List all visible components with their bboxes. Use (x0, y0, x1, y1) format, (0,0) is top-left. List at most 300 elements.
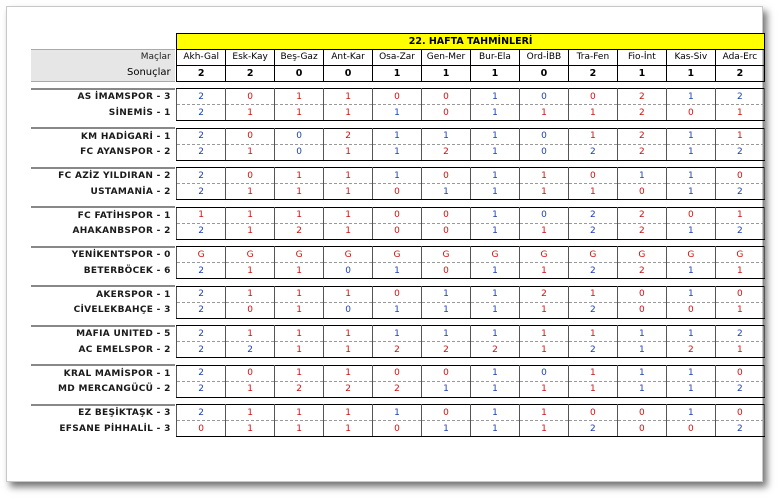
pick-cell[interactable]: 0 (715, 405, 764, 421)
result-cell[interactable]: 1 (470, 65, 519, 81)
team-row (31, 421, 765, 437)
pick-cell[interactable]: 1 (568, 184, 617, 200)
result-cell[interactable]: 1 (617, 65, 666, 81)
pick-cell[interactable]: 1 (666, 286, 715, 302)
pick-cell[interactable]: 1 (470, 326, 519, 342)
pick-cell[interactable]: 1 (715, 105, 764, 121)
result-cell[interactable]: 1 (373, 65, 422, 81)
pair-spacer (31, 397, 765, 405)
pick-cell[interactable]: 1 (617, 326, 666, 342)
pick-cell[interactable]: 0 (617, 405, 666, 421)
spacer-cell (31, 160, 765, 168)
pick-cell[interactable]: 2 (568, 421, 617, 437)
pick-cell[interactable]: 0 (373, 421, 422, 437)
team-label: FC AYANSPOR - 2 (80, 147, 171, 157)
pick-cell[interactable]: 1 (324, 326, 373, 342)
team-label: AS İMAMSPOR - 3 (31, 89, 175, 105)
pick-cell[interactable]: 1 (617, 365, 666, 381)
pick-cell[interactable]: 2 (666, 342, 715, 358)
pick-cell[interactable]: G (373, 247, 422, 263)
pick-cell[interactable]: 2 (177, 223, 226, 239)
pick-cell[interactable]: 2 (177, 105, 226, 121)
team-row (31, 365, 765, 381)
pick-cell[interactable]: 2 (422, 342, 471, 358)
match-header: Bur-Ela (470, 49, 519, 65)
pick-cell[interactable]: 2 (617, 89, 666, 105)
pick-cell[interactable]: 1 (715, 263, 764, 279)
match-header: Ant-Kar (324, 49, 373, 65)
pick-cell[interactable]: 1 (470, 405, 519, 421)
pick-cell[interactable]: 1 (275, 342, 324, 358)
pick-cell[interactable]: 2 (373, 342, 422, 358)
match-header: Ada-Erc (715, 49, 764, 65)
pick-cell[interactable]: 1 (666, 365, 715, 381)
pick-cell[interactable]: 0 (422, 263, 471, 279)
pick-cell[interactable]: 1 (666, 263, 715, 279)
pick-cell[interactable]: G (568, 247, 617, 263)
pick-cell[interactable]: 0 (275, 144, 324, 160)
pick-cell[interactable]: 0 (422, 168, 471, 184)
pick-cell[interactable]: 0 (177, 421, 226, 437)
pick-cell[interactable]: 1 (568, 128, 617, 144)
match-header: Esk-Kay (226, 49, 275, 65)
pick-cell[interactable]: 1 (324, 144, 373, 160)
pick-cell[interactable]: 1 (422, 184, 471, 200)
team-label: KM HADİGARİ - 1 (31, 128, 175, 144)
pick-cell[interactable]: 1 (470, 263, 519, 279)
pick-cell[interactable]: G (422, 247, 471, 263)
pick-cell[interactable]: 2 (177, 342, 226, 358)
pick-cell[interactable]: 1 (422, 302, 471, 318)
pick-cell[interactable]: 1 (275, 89, 324, 105)
pick-cell[interactable]: 0 (226, 365, 275, 381)
team-label: AHAKANBSPOR - 2 (72, 226, 171, 236)
result-cell[interactable]: 0 (519, 65, 568, 81)
result-cell[interactable]: 2 (715, 65, 764, 81)
pick-cell[interactable]: 0 (373, 207, 422, 223)
pick-cell[interactable]: G (177, 247, 226, 263)
pick-cell[interactable]: 2 (715, 381, 764, 397)
result-cell[interactable]: 0 (324, 65, 373, 81)
pick-cell[interactable]: 1 (275, 105, 324, 121)
pick-cell[interactable]: 1 (275, 365, 324, 381)
pair-spacer (31, 121, 765, 129)
spacer-cell (31, 397, 765, 405)
pick-cell[interactable]: 1 (324, 168, 373, 184)
pick-cell[interactable]: 0 (519, 207, 568, 223)
pick-cell[interactable]: 0 (422, 365, 471, 381)
pick-cell[interactable]: 1 (470, 421, 519, 437)
pick-cell[interactable]: 2 (422, 144, 471, 160)
pick-cell[interactable]: 1 (275, 405, 324, 421)
pick-cell[interactable]: 0 (226, 168, 275, 184)
match-header: Gen-Mer (422, 49, 471, 65)
pick-cell[interactable]: 2 (177, 184, 226, 200)
pick-cell[interactable]: 1 (422, 286, 471, 302)
team-row (31, 184, 765, 200)
pick-cell[interactable]: 2 (617, 223, 666, 239)
team-row (31, 168, 765, 184)
team-label: FC AZİZ YILDIRAN - 2 (31, 168, 175, 184)
pick-cell[interactable]: 0 (617, 184, 666, 200)
pick-cell[interactable]: 1 (422, 326, 471, 342)
team-row (31, 223, 765, 239)
pick-cell[interactable]: 2 (519, 286, 568, 302)
pick-cell[interactable]: 2 (177, 381, 226, 397)
pick-cell[interactable]: 0 (373, 184, 422, 200)
pick-cell[interactable]: 2 (715, 326, 764, 342)
pick-cell[interactable]: 1 (422, 128, 471, 144)
pick-cell[interactable]: 1 (519, 302, 568, 318)
pick-cell[interactable]: 0 (422, 223, 471, 239)
pick-cell[interactable]: 0 (422, 105, 471, 121)
pick-cell[interactable]: 1 (373, 405, 422, 421)
team-label: AKERSPOR - 1 (31, 286, 175, 302)
pick-cell[interactable]: 0 (617, 421, 666, 437)
team-label: EZ BEŞİKTAŞK - 3 (31, 405, 175, 421)
pick-cell[interactable]: 1 (275, 421, 324, 437)
pick-cell[interactable]: 1 (715, 342, 764, 358)
pick-cell[interactable]: 0 (519, 128, 568, 144)
pick-cell[interactable]: 1 (568, 326, 617, 342)
pair-spacer (31, 358, 765, 366)
pick-cell[interactable]: 1 (470, 144, 519, 160)
pick-cell[interactable]: 1 (324, 207, 373, 223)
match-header: Ord-İBB (519, 49, 568, 65)
pick-cell[interactable]: 2 (177, 128, 226, 144)
pick-cell[interactable]: 1 (470, 286, 519, 302)
team-row (31, 286, 765, 302)
team-label: EFSANE PİHHALİL - 3 (59, 423, 171, 434)
pick-cell[interactable]: 1 (470, 365, 519, 381)
pick-cell[interactable]: 0 (568, 89, 617, 105)
spacer-cell (31, 318, 765, 326)
pick-cell[interactable]: 2 (373, 381, 422, 397)
team-row (31, 144, 765, 160)
pick-cell[interactable]: 2 (470, 342, 519, 358)
pick-cell[interactable]: 0 (715, 286, 764, 302)
pick-cell[interactable]: 1 (519, 223, 568, 239)
match-header: Kas-Siv (666, 49, 715, 65)
team-label: SİNEMİS - 1 (108, 107, 171, 118)
pick-cell[interactable]: 0 (666, 105, 715, 121)
pick-cell[interactable]: 2 (177, 326, 226, 342)
pick-cell[interactable]: 1 (226, 381, 275, 397)
pick-cell[interactable]: 1 (226, 326, 275, 342)
spacer-cell (31, 279, 765, 287)
team-row (31, 326, 765, 342)
pick-cell[interactable]: 1 (666, 405, 715, 421)
pick-cell[interactable]: 1 (275, 326, 324, 342)
pair-spacer (31, 239, 765, 247)
pick-cell[interactable]: G (715, 247, 764, 263)
pick-cell[interactable]: 1 (324, 342, 373, 358)
pick-cell[interactable]: 2 (715, 223, 764, 239)
team-row (31, 405, 765, 421)
pick-cell[interactable]: 0 (568, 405, 617, 421)
pick-cell[interactable]: 1 (373, 128, 422, 144)
pick-cell[interactable]: G (666, 247, 715, 263)
pair-spacer (31, 160, 765, 168)
pick-cell[interactable]: 1 (715, 302, 764, 318)
pair-spacer (31, 81, 765, 89)
pick-cell[interactable]: 2 (568, 302, 617, 318)
pick-cell[interactable]: 1 (666, 326, 715, 342)
pick-cell[interactable]: 1 (519, 105, 568, 121)
pick-cell[interactable]: 2 (568, 144, 617, 160)
team-row (31, 89, 765, 105)
team-row (31, 105, 765, 121)
team-label: YENİKENTSPOR - 0 (31, 247, 175, 263)
team-label: MD MERCANGÜCÜ - 2 (58, 384, 171, 394)
pick-cell[interactable]: 2 (715, 89, 764, 105)
pick-cell[interactable]: 1 (373, 144, 422, 160)
pick-cell[interactable]: 0 (324, 263, 373, 279)
pick-cell[interactable]: 1 (226, 207, 275, 223)
pick-cell[interactable]: 0 (617, 286, 666, 302)
title-spacer (31, 34, 175, 50)
pick-cell[interactable]: 2 (568, 263, 617, 279)
pick-cell[interactable]: 1 (373, 263, 422, 279)
pick-cell[interactable]: 1 (275, 184, 324, 200)
match-header: Fio-İnt (617, 49, 666, 65)
pick-cell[interactable]: 0 (373, 365, 422, 381)
pick-cell[interactable]: 1 (226, 184, 275, 200)
pick-cell[interactable]: 2 (177, 365, 226, 381)
pick-cell[interactable]: 1 (470, 128, 519, 144)
pick-cell[interactable]: 2 (617, 128, 666, 144)
pick-cell[interactable]: 1 (470, 207, 519, 223)
pick-cell[interactable]: 0 (226, 89, 275, 105)
results-row (31, 65, 765, 81)
pick-cell[interactable]: G (617, 247, 666, 263)
team-label: CİVELEKBAHÇE - 3 (73, 305, 171, 315)
pair-spacer (31, 279, 765, 287)
pick-cell[interactable]: 1 (226, 105, 275, 121)
pick-cell[interactable]: 1 (617, 168, 666, 184)
result-cell[interactable]: 2 (177, 65, 226, 81)
pick-cell[interactable]: 2 (617, 105, 666, 121)
match-header-row (31, 49, 765, 65)
pick-cell[interactable]: 1 (519, 168, 568, 184)
pick-cell[interactable]: 1 (226, 286, 275, 302)
results-label: Sonuçlar (31, 65, 175, 81)
pick-cell[interactable]: 0 (373, 223, 422, 239)
pick-cell[interactable]: 1 (666, 223, 715, 239)
pick-cell[interactable]: 1 (666, 381, 715, 397)
pick-cell[interactable]: 1 (324, 421, 373, 437)
pick-cell[interactable]: 0 (666, 302, 715, 318)
pick-cell[interactable]: 1 (373, 302, 422, 318)
pick-cell[interactable]: 1 (226, 405, 275, 421)
pick-cell[interactable]: 2 (617, 144, 666, 160)
pick-cell[interactable]: 1 (519, 326, 568, 342)
pick-cell[interactable]: 0 (666, 207, 715, 223)
pick-cell[interactable]: 1 (470, 89, 519, 105)
pick-cell[interactable]: 2 (177, 263, 226, 279)
spacer-cell (31, 121, 765, 129)
pick-cell[interactable]: 1 (470, 105, 519, 121)
title-row (31, 34, 765, 50)
pick-cell[interactable]: 0 (715, 365, 764, 381)
spacer-cell (31, 200, 765, 208)
pick-cell[interactable]: 1 (422, 381, 471, 397)
pick-cell[interactable]: 0 (324, 302, 373, 318)
pick-cell[interactable]: 1 (470, 302, 519, 318)
pick-cell[interactable]: 1 (373, 168, 422, 184)
pick-cell[interactable]: 0 (373, 286, 422, 302)
pick-cell[interactable]: G (519, 247, 568, 263)
pick-cell[interactable]: G (226, 247, 275, 263)
result-cell[interactable]: 1 (666, 65, 715, 81)
pick-cell[interactable]: 1 (324, 365, 373, 381)
pick-cell[interactable]: 1 (568, 381, 617, 397)
matches-label: Maçlar (31, 49, 175, 65)
pick-cell[interactable]: 1 (519, 405, 568, 421)
team-row (31, 247, 765, 263)
pick-cell[interactable]: 2 (177, 286, 226, 302)
pick-cell[interactable]: 2 (715, 144, 764, 160)
predictions-table (31, 33, 765, 437)
pick-cell[interactable]: 2 (275, 381, 324, 397)
pick-cell[interactable]: 1 (666, 168, 715, 184)
pick-cell[interactable]: 0 (715, 168, 764, 184)
result-cell[interactable]: 2 (226, 65, 275, 81)
spacer-cell (31, 239, 765, 247)
pick-cell[interactable]: 0 (519, 365, 568, 381)
pick-cell[interactable]: 2 (715, 184, 764, 200)
pick-cell[interactable]: 2 (177, 144, 226, 160)
result-cell[interactable]: 1 (422, 65, 471, 81)
spacer-cell (31, 358, 765, 366)
pick-cell[interactable]: 1 (324, 286, 373, 302)
pick-cell[interactable]: 0 (617, 302, 666, 318)
pick-cell[interactable]: 1 (226, 223, 275, 239)
pair-spacer (31, 318, 765, 326)
pick-cell[interactable]: 2 (568, 207, 617, 223)
pick-cell[interactable]: 1 (568, 286, 617, 302)
pick-cell[interactable]: 1 (470, 381, 519, 397)
pick-cell[interactable]: G (470, 247, 519, 263)
pick-cell[interactable]: 1 (275, 263, 324, 279)
pick-cell[interactable]: 2 (177, 405, 226, 421)
pick-cell[interactable]: 1 (470, 184, 519, 200)
pick-cell[interactable]: 1 (373, 326, 422, 342)
team-row (31, 381, 765, 397)
pick-cell[interactable]: G (324, 247, 373, 263)
pick-cell[interactable]: 0 (226, 302, 275, 318)
pick-cell[interactable]: 2 (226, 342, 275, 358)
pick-cell[interactable]: 1 (422, 421, 471, 437)
pick-cell[interactable]: 0 (422, 89, 471, 105)
pick-cell[interactable]: 1 (617, 381, 666, 397)
pick-cell[interactable]: 2 (617, 263, 666, 279)
team-label: AC EMELSPOR - 2 (78, 344, 171, 355)
pick-cell[interactable]: 1 (324, 184, 373, 200)
team-row (31, 302, 765, 318)
pick-cell[interactable]: 1 (324, 89, 373, 105)
pick-cell[interactable]: 2 (275, 223, 324, 239)
pick-cell[interactable]: 1 (226, 421, 275, 437)
pick-cell[interactable]: 1 (519, 263, 568, 279)
match-header: Beş-Gaz (275, 49, 324, 65)
match-header: Osa-Zar (373, 49, 422, 65)
pick-cell[interactable]: 1 (666, 144, 715, 160)
pick-cell[interactable]: 0 (422, 405, 471, 421)
pick-cell[interactable]: 1 (373, 105, 422, 121)
team-label: MAFIA UNITED - 5 (31, 326, 175, 342)
pick-cell[interactable]: 1 (470, 223, 519, 239)
pick-cell[interactable]: 2 (617, 207, 666, 223)
result-cell[interactable]: 0 (275, 65, 324, 81)
result-cell[interactable]: 2 (568, 65, 617, 81)
pick-cell[interactable]: G (275, 247, 324, 263)
pick-cell[interactable]: 1 (617, 342, 666, 358)
pick-cell[interactable]: 1 (568, 105, 617, 121)
pick-cell[interactable]: 1 (226, 144, 275, 160)
match-header: Tra-Fen (568, 49, 617, 65)
team-row (31, 128, 765, 144)
pick-cell[interactable]: 1 (666, 89, 715, 105)
pick-cell[interactable]: 0 (519, 144, 568, 160)
pick-cell[interactable]: 1 (470, 168, 519, 184)
pick-cell[interactable]: 1 (275, 168, 324, 184)
team-label: KRAL MAMİSPOR - 1 (31, 365, 175, 381)
pick-cell[interactable]: 1 (519, 342, 568, 358)
pick-cell[interactable]: 1 (715, 128, 764, 144)
pick-cell[interactable]: 1 (275, 207, 324, 223)
pick-cell[interactable]: 1 (519, 421, 568, 437)
pick-cell[interactable]: 2 (568, 223, 617, 239)
pick-cell[interactable]: 1 (666, 184, 715, 200)
pick-cell[interactable]: 1 (275, 286, 324, 302)
pick-cell[interactable]: 0 (275, 128, 324, 144)
pair-spacer (31, 200, 765, 208)
match-header: Akh-Gal (177, 49, 226, 65)
pick-cell[interactable]: 2 (177, 168, 226, 184)
pick-cell[interactable]: 1 (666, 128, 715, 144)
sheet-frame (6, 6, 763, 482)
pick-cell[interactable]: 2 (324, 128, 373, 144)
pick-cell[interactable]: 1 (519, 381, 568, 397)
pick-cell[interactable]: 2 (177, 302, 226, 318)
pick-cell[interactable]: 1 (324, 105, 373, 121)
pick-cell[interactable]: 0 (373, 89, 422, 105)
pick-cell[interactable]: 1 (324, 223, 373, 239)
pick-cell[interactable]: 1 (324, 405, 373, 421)
pick-cell[interactable]: 2 (568, 342, 617, 358)
pick-cell[interactable]: 2 (177, 89, 226, 105)
pick-cell[interactable]: 1 (715, 207, 764, 223)
team-label: FC FATİHSPOR - 1 (31, 207, 175, 223)
pick-cell[interactable]: 1 (226, 263, 275, 279)
pick-cell[interactable]: 2 (715, 421, 764, 437)
pick-cell[interactable]: 0 (226, 128, 275, 144)
pick-cell[interactable]: 2 (324, 381, 373, 397)
pick-cell[interactable]: 1 (568, 365, 617, 381)
pick-cell[interactable]: 0 (568, 168, 617, 184)
pick-cell[interactable]: 1 (275, 302, 324, 318)
page-title: 22. HAFTA TAHMİNLERİ (177, 34, 765, 50)
pick-cell[interactable]: 0 (519, 89, 568, 105)
pick-cell[interactable]: 0 (666, 421, 715, 437)
pick-cell[interactable]: 1 (177, 207, 226, 223)
team-label: USTAMANİA - 2 (90, 186, 171, 197)
team-row (31, 342, 765, 358)
pick-cell[interactable]: 1 (519, 184, 568, 200)
team-row (31, 207, 765, 223)
pick-cell[interactable]: 0 (422, 207, 471, 223)
